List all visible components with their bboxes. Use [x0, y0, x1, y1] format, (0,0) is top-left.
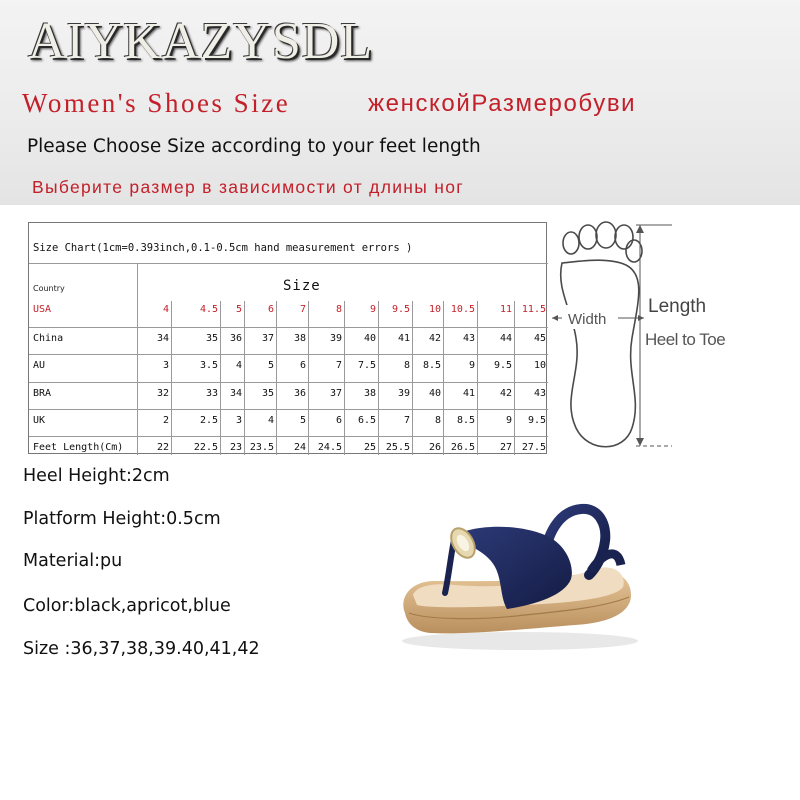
size-cell: 43: [533, 388, 546, 399]
size-cell: 35: [205, 333, 218, 344]
width-label: Width: [568, 311, 607, 328]
size-cell: 5: [267, 360, 274, 371]
country-header: Country: [33, 284, 65, 293]
size-cell: 32: [156, 388, 169, 399]
size-cell: 5: [235, 304, 242, 315]
table-gridline: [244, 301, 245, 455]
table-gridline: [378, 301, 379, 455]
size-cell: 35: [261, 388, 274, 399]
foot-outline-icon: [561, 222, 642, 447]
size-cell: 2.5: [199, 415, 218, 426]
size-chart-table: [28, 222, 547, 454]
size-cell: 11.5: [521, 304, 546, 315]
table-gridline: [29, 354, 548, 355]
size-cell: 8: [434, 415, 441, 426]
spec-color: Color:black,apricot,blue: [23, 596, 231, 616]
size-cell: 26: [428, 442, 441, 453]
size-cell: 6: [335, 415, 342, 426]
size-row-label: USA: [33, 304, 52, 315]
size-cell: 3: [235, 415, 242, 426]
size-cell: 9: [369, 304, 376, 315]
table-gridline: [220, 301, 221, 455]
size-cell: 27: [499, 442, 512, 453]
table-gridline: [137, 263, 138, 455]
size-cell: 23: [229, 442, 242, 453]
size-cell: 24: [293, 442, 306, 453]
size-cell: 8.5: [456, 415, 475, 426]
size-cell: 41: [462, 388, 475, 399]
size-cell: 8: [403, 360, 410, 371]
size-cell: 9: [505, 415, 512, 426]
brand-logo: AIYKAZYSDL: [28, 13, 374, 70]
size-cell: 7.5: [357, 360, 376, 371]
size-cell: 41: [397, 333, 410, 344]
length-label: Length: [648, 296, 707, 317]
size-cell: 10: [533, 360, 546, 371]
table-gridline: [443, 301, 444, 455]
size-row-label: Feet Length(Cm): [33, 442, 124, 453]
size-cell: 9: [468, 360, 475, 371]
size-cell: 37: [261, 333, 274, 344]
size-cell: 2: [162, 415, 169, 426]
size-cell: 9.5: [391, 304, 410, 315]
size-cell: 8: [335, 304, 342, 315]
size-cell: 10.5: [450, 304, 475, 315]
size-cell: 7: [335, 360, 342, 371]
size-cell: 36: [229, 333, 242, 344]
size-cell: 23.5: [249, 442, 274, 453]
size-cell: 11: [499, 304, 512, 315]
size-cell: 43: [462, 333, 475, 344]
table-gridline: [412, 301, 413, 455]
size-cell: 25: [363, 442, 376, 453]
table-gridline: [29, 263, 548, 264]
size-cell: 39: [329, 333, 342, 344]
sandal-product-image: [395, 495, 645, 655]
spec-platform-height: Platform Height:0.5cm: [23, 509, 221, 529]
size-cell: 40: [428, 388, 441, 399]
size-cell: 9.5: [527, 415, 546, 426]
size-cell: 8.5: [422, 360, 441, 371]
size-cell: 4: [267, 415, 274, 426]
size-cell: 42: [428, 333, 441, 344]
size-cell: 34: [229, 388, 242, 399]
size-row-label: BRA: [33, 388, 52, 399]
table-gridline: [29, 409, 548, 410]
size-cell: 5: [299, 415, 306, 426]
size-cell: 7: [299, 304, 306, 315]
size-cell: 10: [428, 304, 441, 315]
chart-caption: Size Chart(1cm=0.393inch,0.1-0.5cm hand measurement errors ): [33, 242, 413, 254]
size-cell: 45: [533, 333, 546, 344]
size-row-label: China: [33, 333, 64, 344]
size-row-label: UK: [33, 415, 46, 426]
subtitle-ru: Выберите размер в зависимости от длины ног: [32, 177, 464, 197]
size-cell: 33: [205, 388, 218, 399]
size-cell: 7: [403, 415, 410, 426]
size-cell: 37: [329, 388, 342, 399]
size-row-label: AU: [33, 360, 46, 371]
spec-heel-height: Heel Height:2cm: [23, 466, 170, 486]
size-cell: 34: [156, 333, 169, 344]
size-cell: 3.5: [199, 360, 218, 371]
subtitle-en: Please Choose Size according to your feet length: [27, 136, 481, 157]
size-cell: 27.5: [521, 442, 546, 453]
size-cell: 38: [293, 333, 306, 344]
size-header: Size: [283, 278, 321, 294]
size-cell: 6: [299, 360, 306, 371]
table-gridline: [29, 327, 548, 328]
size-cell: 26.5: [450, 442, 475, 453]
heel-to-toe-label: Heel to Toe: [645, 330, 726, 349]
size-cell: 24.5: [317, 442, 342, 453]
title-en: Women's Shoes Size: [22, 88, 291, 118]
size-cell: 3: [162, 360, 169, 371]
size-cell: 42: [499, 388, 512, 399]
size-cell: 6: [267, 304, 274, 315]
size-cell: 22.5: [193, 442, 218, 453]
table-gridline: [477, 301, 478, 455]
table-gridline: [276, 301, 277, 455]
size-cell: 38: [363, 388, 376, 399]
size-cell: 25.5: [385, 442, 410, 453]
table-gridline: [308, 301, 309, 455]
size-cell: 4.5: [199, 304, 218, 315]
size-cell: 40: [363, 333, 376, 344]
size-cell: 36: [293, 388, 306, 399]
table-gridline: [514, 301, 515, 455]
size-cell: 4: [235, 360, 242, 371]
table-gridline: [171, 301, 172, 455]
table-gridline: [29, 436, 548, 437]
table-gridline: [344, 301, 345, 455]
size-cell: 4: [162, 304, 169, 315]
spec-material: Material:pu: [23, 551, 123, 571]
size-cell: 39: [397, 388, 410, 399]
size-cell: 22: [156, 442, 169, 453]
size-cell: 44: [499, 333, 512, 344]
title-ru: женскойРазмеробуви: [368, 90, 637, 117]
size-cell: 6.5: [357, 415, 376, 426]
size-cell: 9.5: [493, 360, 512, 371]
spec-size: Size :36,37,38,39.40,41,42: [23, 639, 260, 659]
table-gridline: [29, 382, 548, 383]
